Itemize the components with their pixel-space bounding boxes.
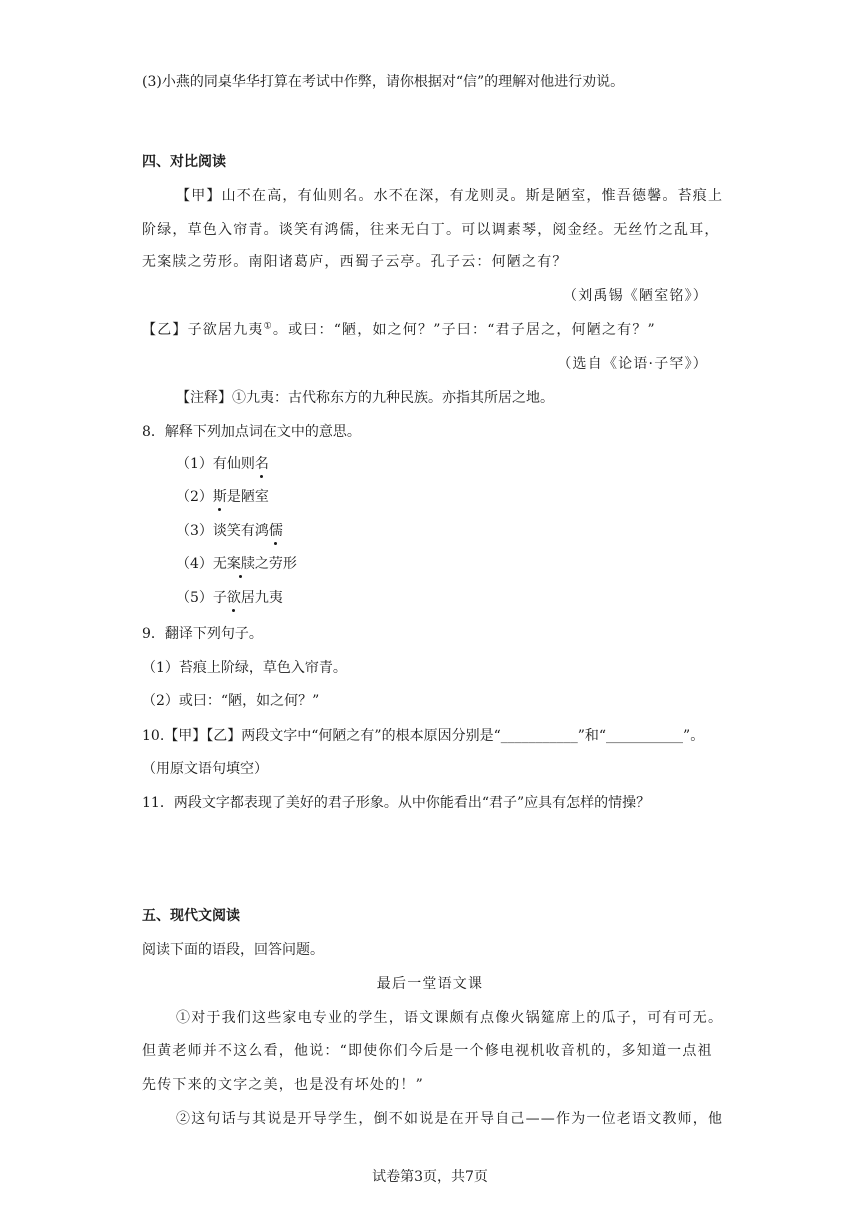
passage-jia-line: 无案牍之劳形。南阳诸葛庐，西蜀子云亭。孔子云：何陋之有？ <box>142 254 568 270</box>
q8-item <box>176 554 297 574</box>
passage-jia-source: （刘禹锡《陋室铭》） <box>563 288 708 304</box>
question-9-stem: 9．翻译下列句子。 <box>142 626 263 642</box>
article-line: ①对于我们这些家电专业的学生，语文课颇有点像火锅筵席上的瓜子，可有可无。 <box>176 1010 724 1026</box>
q8-item-text: （3）谈笑有鸿 <box>176 523 269 539</box>
passage-jia-line: 【甲】山不在高，有仙则名。水不在深，有龙则灵。斯是陋室，惟吾德馨。苔痕上 <box>176 188 724 204</box>
passage-yi <box>142 320 656 340</box>
q8-item-text: （2） <box>176 489 213 505</box>
passage-yi-source: （选自《论语·子罕》） <box>557 356 708 372</box>
dotted-word: 名 <box>254 456 269 472</box>
question-10-note: （用原文语句填空） <box>142 761 268 777</box>
q8-item <box>176 521 283 541</box>
q8-item-text: 是陋室 <box>226 489 269 505</box>
q8-item-text: 之劳形 <box>254 556 297 572</box>
section-5-heading: 五、现代文阅读 <box>142 908 240 924</box>
annotation: 【注释】①九夷：古代称东方的九种民族。亦指其所居之地。 <box>176 390 554 406</box>
question-3-prompt: (3)小燕的同桌华华打算在考试中作弊，请你根据对“信”的理解对他进行劝说。 <box>142 74 625 90</box>
article-title: 最后一堂语文课 <box>376 976 484 992</box>
q8-item-text: （5）子 <box>176 590 227 606</box>
article-line: 但黄老师并不这么看，他说：“即使你们今后是一个修电视机收音机的，多知道一点祖 <box>142 1043 713 1059</box>
dotted-word: 斯 <box>212 489 227 505</box>
q8-item-text: 居九夷 <box>240 590 283 606</box>
page-footer: 试卷第3页，共7页 <box>372 1169 488 1185</box>
q8-item <box>176 487 269 507</box>
section-5-intro: 阅读下面的语段，回答问题。 <box>142 942 324 958</box>
question-11-stem: 11．两段文字都表现了美好的君子形象。从中你能看出“君子”应具有怎样的情操？ <box>142 795 651 811</box>
article-line: 先传下来的文字之美，也是没有坏处的！” <box>142 1077 424 1093</box>
q8-item-text: （4）无 <box>176 556 227 572</box>
q9-item: （1）苔痕上阶绿，草色入帘青。 <box>142 660 347 676</box>
dotted-word: 欲 <box>226 590 241 606</box>
article-line: ②这句话与其说是开导学生，倒不如说是在开导自己——作为一位老语文教师，他 <box>176 1111 724 1127</box>
dotted-word: 案牍 <box>226 556 255 572</box>
q8-item <box>176 454 269 474</box>
passage-jia-line: 阶绿，草色入帘青。谈笑有鸿儒，往来无白丁。可以调素琴，阅金经。无丝竹之乱耳， <box>142 222 720 238</box>
q9-item: （2）或曰：“陋，如之何？” <box>142 693 320 709</box>
q8-item-text: （1）有仙则 <box>176 456 255 472</box>
passage-yi-prefix: 【乙】子欲居九夷 <box>142 322 264 338</box>
section-4-heading: 四、对比阅读 <box>142 154 226 170</box>
question-8-stem: 8．解释下列加点词在文中的意思。 <box>142 424 361 440</box>
passage-yi-rest: 。或曰：“陋，如之何？”子曰：“君子居之，何陋之有？” <box>272 322 656 338</box>
footnote-marker: ① <box>263 321 273 332</box>
dotted-word: 儒 <box>268 523 283 539</box>
question-10-stem: 10.【甲】【乙】两段文字中“何陋之有”的根本原因分别是“___________”和“___________”。 <box>142 728 705 744</box>
q8-item <box>176 588 283 608</box>
